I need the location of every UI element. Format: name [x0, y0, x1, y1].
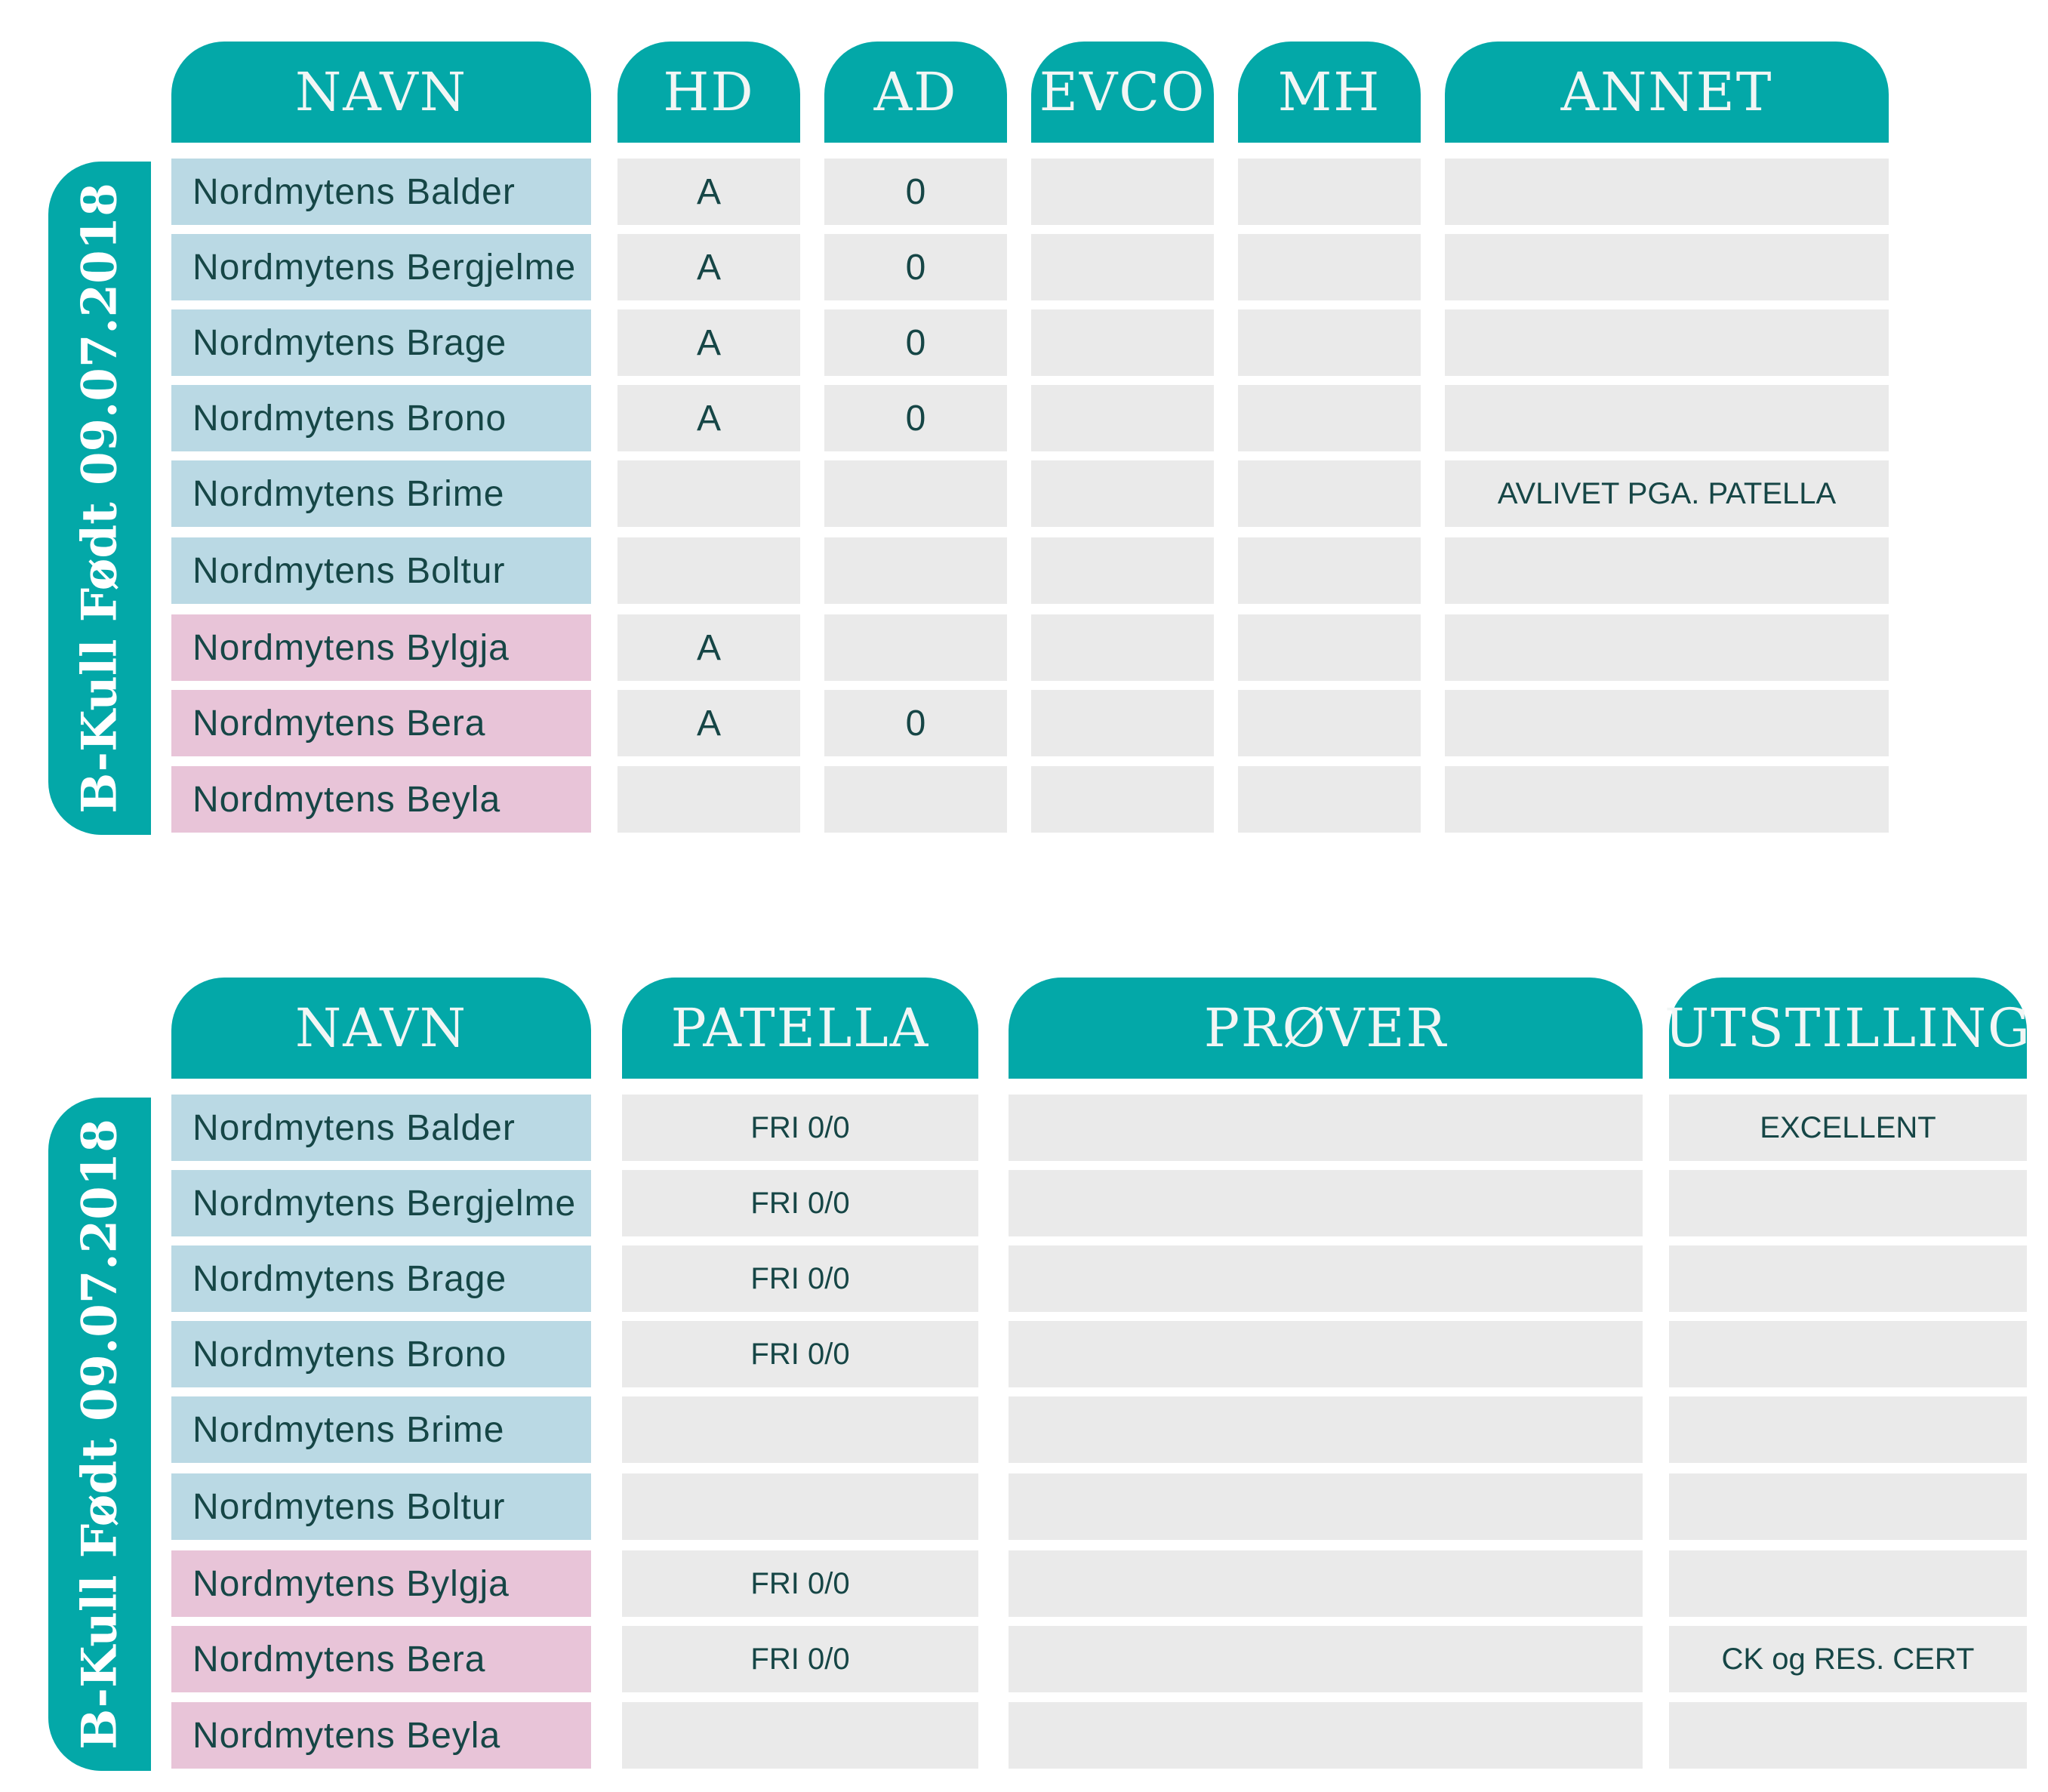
evco-cell	[1031, 690, 1214, 756]
mh-cell	[1238, 159, 1421, 225]
ad-cell: 0	[824, 159, 1007, 225]
annet-cell	[1445, 309, 1889, 376]
prover-cell	[1009, 1396, 1643, 1463]
mh-cell	[1238, 614, 1421, 681]
evco-cell	[1031, 460, 1214, 527]
ad-cell	[824, 537, 1007, 604]
utstilling-cell: CK og RES. CERT	[1669, 1626, 2027, 1692]
ad-cell	[824, 766, 1007, 833]
annet-cell	[1445, 690, 1889, 756]
hd-cell: A	[617, 234, 800, 300]
header-utstilling: UTSTILLING	[1669, 978, 2027, 1079]
name-cell: Nordmytens Brime	[171, 460, 591, 527]
header-evco: EVCO	[1031, 42, 1214, 143]
evco-cell	[1031, 234, 1214, 300]
header-navn: NAVN	[171, 42, 591, 143]
patella-cell: FRI 0/0	[622, 1170, 978, 1236]
evco-cell	[1031, 159, 1214, 225]
name-cell: Nordmytens Boltur	[171, 1473, 591, 1540]
evco-cell	[1031, 537, 1214, 604]
prover-cell	[1009, 1550, 1643, 1617]
ad-cell: 0	[824, 234, 1007, 300]
test-results-table	[0, 936, 2048, 1792]
utstilling-cell	[1669, 1321, 2027, 1387]
header-hd: HD	[617, 42, 800, 143]
header-prover: PRØVER	[1009, 978, 1643, 1079]
utstilling-cell: EXCELLENT	[1669, 1095, 2027, 1161]
ad-cell: 0	[824, 385, 1007, 451]
utstilling-cell	[1669, 1170, 2027, 1236]
litter-label: B-Kull Født 09.07.2018	[71, 1119, 128, 1750]
utstilling-cell	[1669, 1473, 2027, 1540]
annet-cell	[1445, 614, 1889, 681]
prover-cell	[1009, 1170, 1643, 1236]
annet-cell	[1445, 537, 1889, 604]
prover-cell	[1009, 1473, 1643, 1540]
header-mh: MH	[1238, 42, 1421, 143]
name-cell: Nordmytens Brage	[171, 309, 591, 376]
name-cell: Nordmytens Bylgja	[171, 1550, 591, 1617]
evco-cell	[1031, 309, 1214, 376]
name-cell: Nordmytens Bergjelme	[171, 234, 591, 300]
patella-cell: FRI 0/0	[622, 1550, 978, 1617]
hd-cell: A	[617, 309, 800, 376]
name-cell: Nordmytens Balder	[171, 159, 591, 225]
prover-cell	[1009, 1321, 1643, 1387]
annet-cell	[1445, 159, 1889, 225]
name-cell: Nordmytens Bera	[171, 1626, 591, 1692]
name-cell: Nordmytens Brime	[171, 1396, 591, 1463]
prover-cell	[1009, 1245, 1643, 1312]
mh-cell	[1238, 766, 1421, 833]
hd-cell	[617, 537, 800, 604]
ad-cell	[824, 460, 1007, 527]
hd-cell: A	[617, 385, 800, 451]
ad-cell: 0	[824, 690, 1007, 756]
header-annet: ANNET	[1445, 42, 1889, 143]
prover-cell	[1009, 1626, 1643, 1692]
patella-cell: FRI 0/0	[622, 1095, 978, 1161]
patella-cell	[622, 1473, 978, 1540]
mh-cell	[1238, 385, 1421, 451]
litter-sidebar	[48, 1098, 151, 1771]
utstilling-cell	[1669, 1702, 2027, 1769]
header-patella: PATELLA	[622, 978, 978, 1079]
hd-cell: A	[617, 690, 800, 756]
annet-cell: AVLIVET PGA. PATELLA	[1445, 460, 1889, 527]
name-cell: Nordmytens Brage	[171, 1245, 591, 1312]
name-cell: Nordmytens Brono	[171, 385, 591, 451]
header-ad: AD	[824, 42, 1007, 143]
health-results-table	[0, 0, 2048, 845]
name-cell: Nordmytens Bera	[171, 690, 591, 756]
patella-cell: FRI 0/0	[622, 1626, 978, 1692]
mh-cell	[1238, 234, 1421, 300]
header-navn: NAVN	[171, 978, 591, 1079]
utstilling-cell	[1669, 1550, 2027, 1617]
name-cell: Nordmytens Boltur	[171, 537, 591, 604]
mh-cell	[1238, 690, 1421, 756]
annet-cell	[1445, 385, 1889, 451]
hd-cell: A	[617, 614, 800, 681]
name-cell: Nordmytens Balder	[171, 1095, 591, 1161]
hd-cell	[617, 460, 800, 527]
name-cell: Nordmytens Brono	[171, 1321, 591, 1387]
annet-cell	[1445, 234, 1889, 300]
annet-cell	[1445, 766, 1889, 833]
evco-cell	[1031, 766, 1214, 833]
mh-cell	[1238, 537, 1421, 604]
name-cell: Nordmytens Beyla	[171, 766, 591, 833]
ad-cell: 0	[824, 309, 1007, 376]
name-cell: Nordmytens Bergjelme	[171, 1170, 591, 1236]
prover-cell	[1009, 1095, 1643, 1161]
prover-cell	[1009, 1702, 1643, 1769]
hd-cell: A	[617, 159, 800, 225]
name-cell: Nordmytens Beyla	[171, 1702, 591, 1769]
utstilling-cell	[1669, 1396, 2027, 1463]
mh-cell	[1238, 460, 1421, 527]
litter-label: B-Kull Født 09.07.2018	[71, 183, 128, 814]
patella-cell	[622, 1702, 978, 1769]
utstilling-cell	[1669, 1245, 2027, 1312]
evco-cell	[1031, 614, 1214, 681]
evco-cell	[1031, 385, 1214, 451]
name-cell: Nordmytens Bylgja	[171, 614, 591, 681]
litter-sidebar	[48, 162, 151, 835]
mh-cell	[1238, 309, 1421, 376]
patella-cell: FRI 0/0	[622, 1245, 978, 1312]
ad-cell	[824, 614, 1007, 681]
patella-cell	[622, 1396, 978, 1463]
hd-cell	[617, 766, 800, 833]
patella-cell: FRI 0/0	[622, 1321, 978, 1387]
